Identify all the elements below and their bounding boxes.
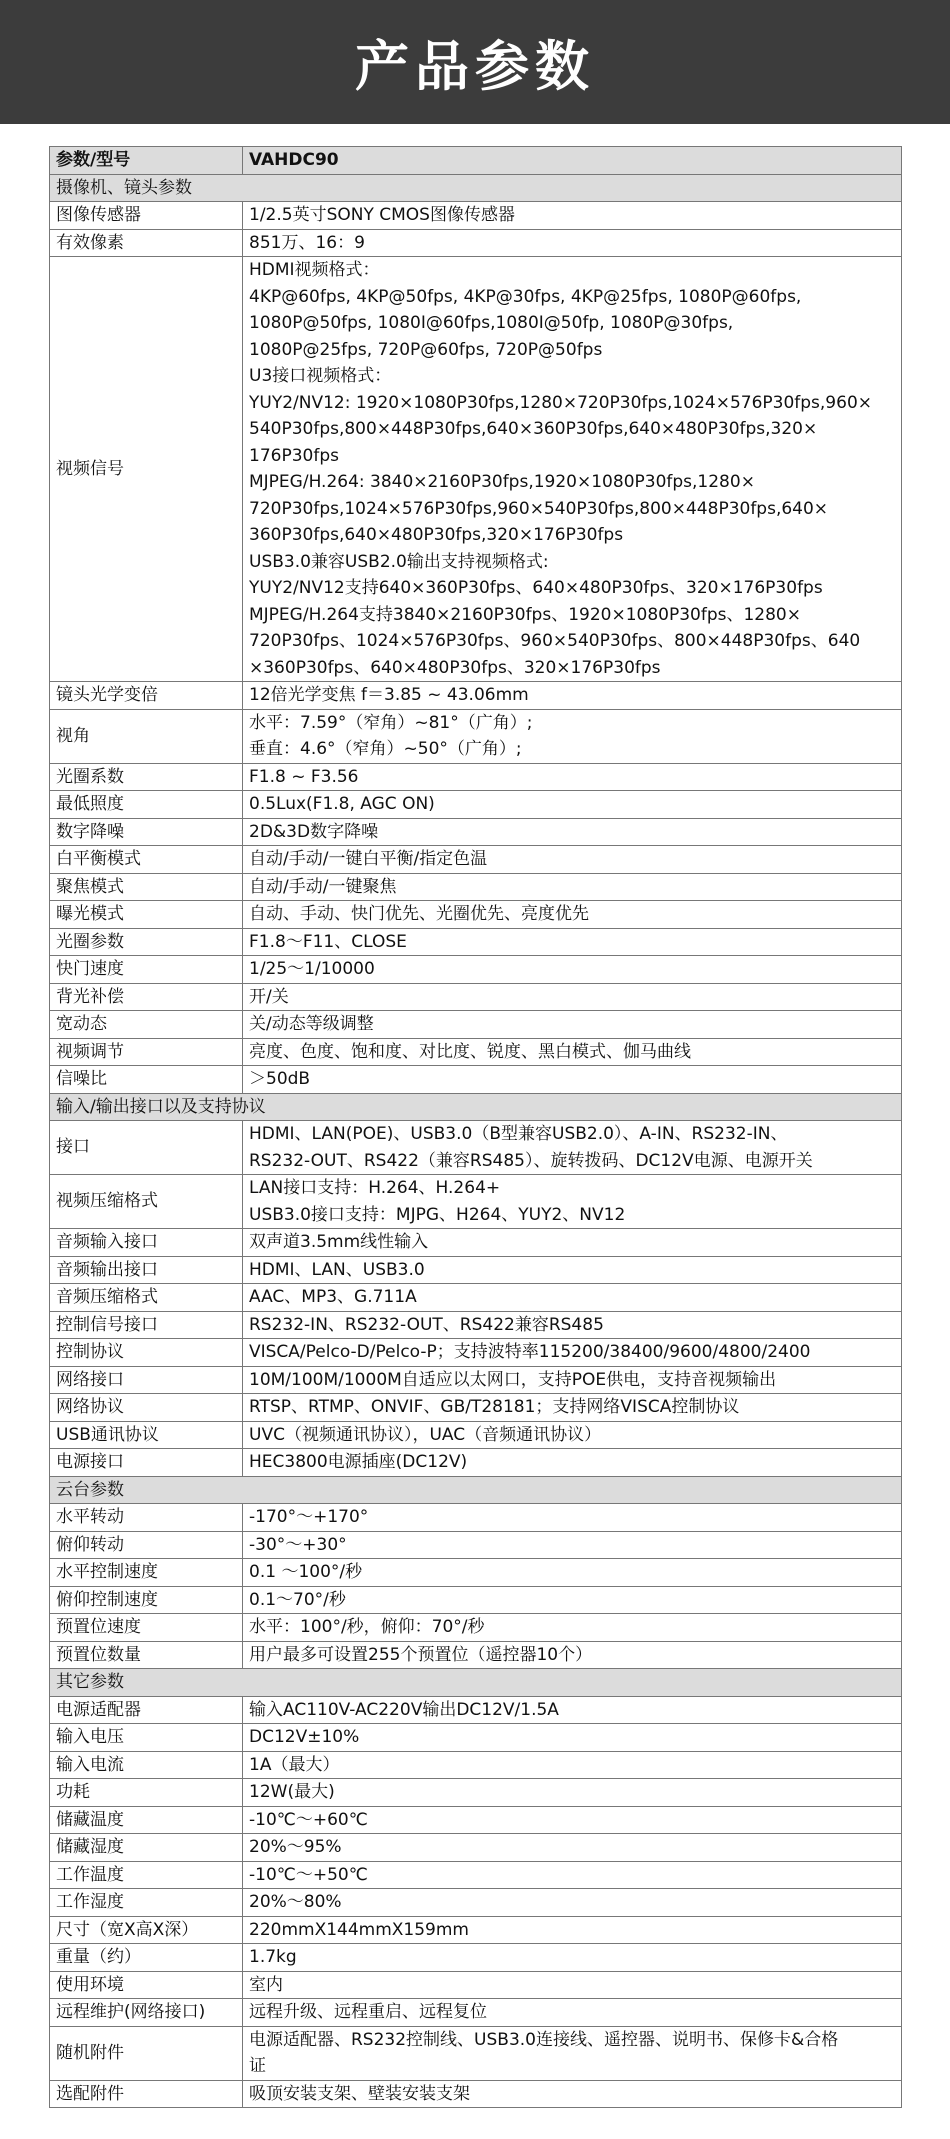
param-value — [243, 1971, 902, 1999]
title-banner — [0, 0, 950, 124]
table-row — [50, 983, 902, 1011]
param-value — [243, 1038, 902, 1066]
param-value — [243, 1586, 902, 1614]
param-value — [243, 1861, 902, 1889]
param-value — [243, 1421, 902, 1449]
param-value-line: VISCA/Pelco-D/Pelco-P；支持波特率115200/38400/9600/4800/2400 — [249, 1342, 811, 1362]
param-value-line: 水平：7.59°（窄角）~81°（广角）; — [249, 712, 533, 733]
param-value-line: 关/动态等级调整 — [249, 1014, 374, 1034]
table-row — [50, 2026, 902, 2080]
param-value-line: 0.1 ～100°/秒 — [249, 1562, 363, 1582]
param-value — [243, 928, 902, 956]
param-value — [243, 709, 902, 763]
param-label: 宽动态 — [50, 1011, 243, 1039]
param-value-line: 0.5Lux(F1.8, AGC ON) — [249, 794, 435, 814]
param-label: 预置位数量 — [50, 1641, 243, 1669]
param-value — [243, 1531, 902, 1559]
table-row — [50, 818, 902, 846]
param-value-line: -10℃～+50℃ — [249, 1864, 368, 1885]
param-value-line: -10℃～+60℃ — [249, 1809, 368, 1830]
param-value-line: 自动/手动/一键白平衡/指定色温 — [249, 849, 488, 869]
table-row — [50, 1834, 902, 1862]
param-value — [243, 1834, 902, 1862]
table-row — [50, 1944, 902, 1972]
table-row — [50, 1559, 902, 1587]
page-title: 产品参数 — [355, 34, 595, 98]
param-label: 水平转动 — [50, 1504, 243, 1532]
param-value-line: 水平：100°/秒，俯仰：70°/秒 — [249, 1617, 485, 1637]
param-label: 快门速度 — [50, 956, 243, 984]
table-row — [50, 901, 902, 929]
table-row — [50, 1038, 902, 1066]
param-value — [243, 1066, 902, 1094]
table-row — [50, 956, 902, 984]
param-label: 视频调节 — [50, 1038, 243, 1066]
param-value-line: 220mmX144mmX159mm — [249, 1919, 469, 1940]
param-value-line: HEC3800电源插座(DC12V) — [249, 1452, 468, 1472]
param-label: 预置位速度 — [50, 1614, 243, 1642]
param-value — [243, 818, 902, 846]
table-row — [50, 846, 902, 874]
param-value — [243, 682, 902, 710]
param-value-line: HDMI、LAN、USB3.0 — [249, 1259, 425, 1280]
param-value-line: ＞50dB — [249, 1069, 311, 1089]
table-row — [50, 1229, 902, 1257]
param-value-line: F1.8 ~ F3.56 — [249, 766, 359, 787]
table-row — [50, 1256, 902, 1284]
table-row — [50, 682, 902, 710]
param-value — [243, 1504, 902, 1532]
param-value-line: 双声道3.5mm线性输入 — [249, 1232, 429, 1252]
param-value-line: 远程升级、远程重启、远程复位 — [249, 2002, 487, 2022]
param-value — [243, 1284, 902, 1312]
param-label: 信噪比 — [50, 1066, 243, 1094]
param-value-line: 720P30fps、1024×576P30fps、960×540P30fps、800×448P30fps、640 — [249, 631, 861, 651]
table-row — [50, 2080, 902, 2108]
table-row — [50, 1311, 902, 1339]
table-row — [50, 1779, 902, 1807]
param-value-line: 垂直：4.6°（窄角）~50°（广角）; — [249, 739, 522, 759]
spec-table-container — [49, 146, 902, 2108]
param-value — [243, 1999, 902, 2027]
param-value-line: 室内 — [249, 1974, 283, 1995]
table-row — [50, 1175, 902, 1229]
param-value-line: 1080P@50fps, 1080I@60fps,1080I@50fp, 1080P@30fps, — [249, 313, 734, 333]
param-label: 背光补偿 — [50, 983, 243, 1011]
param-value — [243, 2026, 902, 2080]
param-label: 电源接口 — [50, 1449, 243, 1477]
param-label: 数字降噪 — [50, 818, 243, 846]
param-value — [243, 1614, 902, 1642]
table-row — [50, 1751, 902, 1779]
table-row — [50, 928, 902, 956]
param-value — [243, 901, 902, 929]
param-label: 音频输入接口 — [50, 1229, 243, 1257]
param-value-line: 720P30fps,1024×576P30fps,960×540P30fps,800×448P30fps,640× — [249, 498, 829, 519]
table-row — [50, 1971, 902, 1999]
param-value-line: -30°～+30° — [249, 1534, 347, 1555]
param-value — [243, 257, 902, 682]
param-value-line: 851万、16：9 — [249, 232, 365, 253]
param-value — [243, 1779, 902, 1807]
param-value-line: 176P30fps — [249, 445, 339, 466]
table-row — [50, 1999, 902, 2027]
param-value — [243, 1394, 902, 1422]
param-value-line: 0.1～70°/秒 — [249, 1589, 346, 1610]
param-value-line: YUY2/NV12: 1920×1080P30fps,1280×720P30fps,1024×576P30fps,960× — [249, 392, 872, 413]
param-label: 最低照度 — [50, 791, 243, 819]
param-value — [243, 202, 902, 230]
table-row — [50, 1614, 902, 1642]
param-label: 功耗 — [50, 1779, 243, 1807]
param-label: 控制协议 — [50, 1339, 243, 1367]
param-label: 重量（约） — [50, 1944, 243, 1972]
param-value — [243, 1724, 902, 1752]
section-header-row — [50, 1669, 902, 1697]
param-value — [243, 983, 902, 1011]
param-value-line: 12倍光学变焦 f＝3.85 ~ 43.06mm — [249, 685, 529, 705]
param-value-line: ×360P30fps、640×480P30fps、320×176P30fps — [249, 657, 661, 678]
param-value-line: 20%～95% — [249, 1837, 342, 1857]
section-header-row — [50, 1476, 902, 1504]
param-value — [243, 956, 902, 984]
table-row — [50, 1724, 902, 1752]
param-value-line: 360P30fps,640×480P30fps,320×176P30fps — [249, 525, 624, 545]
param-label: 光圈系数 — [50, 763, 243, 791]
table-row — [50, 1394, 902, 1422]
param-label: 电源适配器 — [50, 1696, 243, 1724]
param-value — [243, 873, 902, 901]
param-label: 选配附件 — [50, 2080, 243, 2108]
param-value — [243, 1916, 902, 1944]
param-label: 有效像素 — [50, 229, 243, 257]
param-value-line: 4KP@60fps, 4KP@50fps, 4KP@30fps, 4KP@25fps, 1080P@60fps, — [249, 286, 802, 307]
param-label: 网络协议 — [50, 1394, 243, 1422]
param-value — [243, 1366, 902, 1394]
table-row — [50, 1421, 902, 1449]
param-value — [243, 791, 902, 819]
table-row — [50, 763, 902, 791]
param-label: 俯仰转动 — [50, 1531, 243, 1559]
table-row — [50, 1339, 902, 1367]
param-value — [243, 1944, 902, 1972]
param-label: 视频压缩格式 — [50, 1175, 243, 1229]
param-label: 接口 — [50, 1121, 243, 1175]
table-row — [50, 1916, 902, 1944]
param-label: 工作湿度 — [50, 1889, 243, 1917]
section-title: 云台参数 — [50, 1476, 902, 1504]
table-row — [50, 709, 902, 763]
table-row — [50, 791, 902, 819]
param-value — [243, 763, 902, 791]
param-value-line: 输入AC110V-AC220V输出DC12V/1.5A — [249, 1699, 559, 1720]
param-value — [243, 1559, 902, 1587]
section-title: 输入/输出接口以及支持协议 — [50, 1093, 902, 1121]
param-label: 白平衡模式 — [50, 846, 243, 874]
param-value-line: RTSP、RTMP、ONVIF、GB/T28181；支持网络VISCA控制协议 — [249, 1397, 740, 1417]
param-value-line: YUY2/NV12支持640×360P30fps、640×480P30fps、320×176P30fps — [249, 578, 823, 598]
param-value — [243, 1121, 902, 1175]
table-row — [50, 1806, 902, 1834]
table-row — [50, 1284, 902, 1312]
param-value-line: USB3.0接口支持：MJPG、H264、YUY2、NV12 — [249, 1204, 626, 1225]
param-value-line: 证 — [249, 2056, 266, 2076]
param-value-line: LAN接口支持：H.264、H.264+ — [249, 1178, 501, 1198]
param-value — [243, 1311, 902, 1339]
param-value — [243, 1449, 902, 1477]
param-value-line: RS232-IN、RS232-OUT、RS422兼容RS485 — [249, 1314, 604, 1335]
param-value — [243, 1889, 902, 1917]
table-row — [50, 1696, 902, 1724]
param-value-line: HDMI、LAN(POE)、USB3.0（B型兼容USB2.0）、A-IN、RS232-IN、 — [249, 1124, 788, 1144]
param-value-line: 2D&3D数字降噪 — [249, 821, 379, 842]
param-label: 图像传感器 — [50, 202, 243, 230]
param-value — [243, 1696, 902, 1724]
table-row — [50, 1366, 902, 1394]
param-value — [243, 1011, 902, 1039]
param-value-line: 20%～80% — [249, 1892, 342, 1912]
table-row — [50, 1011, 902, 1039]
param-value-line: UVC（视频通讯协议），UAC（音频通讯协议） — [249, 1424, 602, 1445]
param-value-line: 吸顶安装支架、壁装安装支架 — [249, 2083, 470, 2104]
param-label: 尺寸（宽X高X深） — [50, 1916, 243, 1944]
param-label: 视频信号 — [50, 257, 243, 682]
param-label: 储藏温度 — [50, 1806, 243, 1834]
table-row — [50, 1586, 902, 1614]
param-value-line: 开/关 — [249, 986, 289, 1007]
param-value — [243, 1256, 902, 1284]
table-row — [50, 1641, 902, 1669]
param-value-line: -170°～+170° — [249, 1507, 369, 1527]
param-value-line: 12W(最大) — [249, 1782, 335, 1802]
param-value-line: HDMI视频格式： — [249, 260, 380, 280]
param-value-line: 1/25～1/10000 — [249, 959, 375, 979]
param-value — [243, 229, 902, 257]
param-value-line: 用户最多可设置255个预置位（遥控器10个） — [249, 1644, 593, 1665]
table-row — [50, 1889, 902, 1917]
param-value — [243, 1641, 902, 1669]
param-label: USB通讯协议 — [50, 1421, 243, 1449]
param-value-line: MJPEG/H.264支持3840×2160P30fps、1920×1080P30fps、1280× — [249, 604, 801, 625]
param-value-line: MJPEG/H.264: 3840×2160P30fps,1920×1080P30fps,1280× — [249, 472, 755, 492]
param-value-line: USB3.0兼容USB2.0输出支持视频格式: — [249, 551, 549, 572]
param-value-line: 自动、手动、快门优先、光圈优先、亮度优先 — [249, 904, 589, 924]
param-label: 光圈参数 — [50, 928, 243, 956]
table-row — [50, 1531, 902, 1559]
table-header-row — [50, 147, 902, 175]
param-value-line: 自动/手动/一键聚焦 — [249, 876, 397, 897]
param-value — [243, 1175, 902, 1229]
param-label: 使用环境 — [50, 1971, 243, 1999]
param-label: 储藏湿度 — [50, 1834, 243, 1862]
param-label: 输入电压 — [50, 1724, 243, 1752]
param-label: 俯仰控制速度 — [50, 1586, 243, 1614]
param-value-line: 电源适配器、RS232控制线、USB3.0连接线、遥控器、说明书、保修卡&合格 — [249, 2029, 839, 2050]
table-row — [50, 202, 902, 230]
table-row — [50, 1066, 902, 1094]
param-label: 曝光模式 — [50, 901, 243, 929]
section-header-row — [50, 174, 902, 202]
section-header-row — [50, 1093, 902, 1121]
table-row — [50, 257, 902, 682]
param-value-line: 10M/100M/1000M自适应以太网口，支持POE供电，支持音视频输出 — [249, 1369, 777, 1390]
param-label: 聚焦模式 — [50, 873, 243, 901]
table-row — [50, 1861, 902, 1889]
param-label: 音频压缩格式 — [50, 1284, 243, 1312]
param-label: 输入电流 — [50, 1751, 243, 1779]
param-value-line: 1080P@25fps, 720P@60fps, 720P@50fps — [249, 339, 603, 360]
header-label: 参数/型号 — [50, 147, 243, 175]
param-label: 随机附件 — [50, 2026, 243, 2080]
param-label: 水平控制速度 — [50, 1559, 243, 1587]
param-value-line: F1.8～F11、CLOSE — [249, 931, 407, 952]
param-value-line: AAC、MP3、G.711A — [249, 1287, 417, 1307]
param-value-line: RS232-OUT、RS422（兼容RS485）、旋转拨码、DC12V电源、电源开关 — [249, 1150, 813, 1171]
param-value-line: DC12V±10% — [249, 1727, 360, 1747]
param-value — [243, 846, 902, 874]
param-label: 远程维护(网络接口) — [50, 1999, 243, 2027]
param-value — [243, 1339, 902, 1367]
table-row — [50, 229, 902, 257]
param-value-line: 1/2.5英寸SONY CMOS图像传感器 — [249, 205, 515, 225]
param-label: 镜头光学变倍 — [50, 682, 243, 710]
param-value-line: 1A（最大） — [249, 1754, 340, 1775]
param-label: 工作温度 — [50, 1861, 243, 1889]
table-row — [50, 873, 902, 901]
param-value-line: 540P30fps,800×448P30fps,640×360P30fps,640×480P30fps,320× — [249, 419, 818, 439]
table-row — [50, 1121, 902, 1175]
param-value-line: 亮度、色度、饱和度、对比度、锐度、黑白模式、伽马曲线 — [249, 1041, 691, 1062]
param-value — [243, 1751, 902, 1779]
param-label: 控制信号接口 — [50, 1311, 243, 1339]
section-title: 其它参数 — [50, 1669, 902, 1697]
param-value — [243, 1229, 902, 1257]
param-value — [243, 1806, 902, 1834]
header-model: VAHDC90 — [243, 147, 902, 175]
table-row — [50, 1504, 902, 1532]
param-label: 音频输出接口 — [50, 1256, 243, 1284]
param-label: 网络接口 — [50, 1366, 243, 1394]
param-label: 视角 — [50, 709, 243, 763]
param-value-line: 1.7kg — [249, 1947, 297, 1967]
spec-table — [49, 146, 902, 2108]
param-value — [243, 2080, 902, 2108]
section-title: 摄像机、镜头参数 — [50, 174, 902, 202]
param-value-line: U3接口视频格式： — [249, 366, 392, 386]
table-row — [50, 1449, 902, 1477]
